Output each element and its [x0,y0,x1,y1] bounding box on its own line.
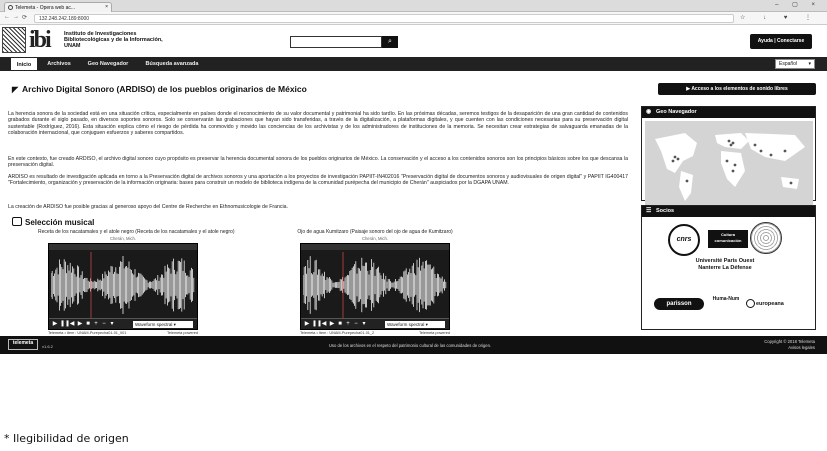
users-icon: ☰ [646,208,652,214]
footer-notice: Uso de los archivos en el respeto del patrimonio cultural de las comunidades de origen. [328,343,492,348]
nav-inicio[interactable]: Inicio [10,57,38,71]
ibi-logo: ibi [29,27,50,53]
track-author: Cherán, Mich. [109,236,137,241]
item-id: Telemeta • Item : UNAM-Purepecha01-01_2 [300,331,375,335]
audio-player[interactable] [48,243,198,330]
rewind-icon[interactable]: ◀ [69,321,75,327]
geo-panel-title: Geo Navegador [656,109,697,115]
partners-panel-header [642,206,815,217]
window-controls[interactable]: – ▢ × [775,2,821,8]
list-icon [12,217,22,226]
partner-logo[interactable]: Huma-Num [712,296,740,302]
login-button[interactable]: Ayuda | Conectarse [750,34,812,49]
marker-icon[interactable]: ▾ [110,321,114,327]
intro-paragraph-4: La creación de ARDISO fue posible gracias al generoso apoyo del Centre de Recherche en Ethnomusicologie de Francia. [8,204,289,210]
globe-icon: ◉ [646,109,652,115]
zoom-in-icon[interactable]: + [346,321,350,327]
play-icon[interactable]: ▶ [304,321,310,327]
zoom-out-icon[interactable]: − [102,321,106,327]
chevron-down-icon: ▾ [808,61,811,67]
intro-paragraph-3: ARDISO es resultado de investigación aplicada en torno a la Preservación digital de archivos sonoros y una aportación a los proyectos de investigación PAPIIT-IN402016 "Preservación digital de documentos sonoros y audiovisuales de origen digital" y PAPIIT IG400417 "Fortalecimiento, organización y preservación de la información originaria: bases para construir un modelo de biblioteca indígena de la comunidad purépecha del municipio de Cherán" auspiciados por la DGAPA UNAM. [8,174,628,187]
forward-icon[interactable]: → [13,14,19,20]
geo-panel-header [642,107,815,118]
reload-icon[interactable]: ⟳ [22,15,28,21]
nav-busqueda-avanzada[interactable]: Búsqueda avanzada [145,61,199,67]
legal-link[interactable]: Avisos legales [788,344,815,350]
search-button[interactable] [382,36,398,48]
favicon-icon [8,5,13,10]
player-controls [49,318,197,329]
track-title: Ojo de agua Kumitzaro (Paisaje sonoro del ojo de agua de Kumitzaro) [297,229,453,235]
address-bar [0,12,827,25]
partners-panel-title: Socios [656,208,675,214]
partner-logo[interactable]: cnrs [668,224,700,256]
site-header [0,25,827,57]
tab-title: Telemeta - Opera web ac... [15,5,76,11]
partner-logo[interactable] [746,298,796,310]
institute-name: Instituto de Investigaciones Bibliotecológicas y de la Información, UNAM [64,31,163,49]
partner-logo[interactable]: Université Paris Ouest Nanterre La Défense [695,258,755,271]
marker-icon[interactable]: ▾ [362,321,366,327]
partners-panel [641,205,816,330]
url-text: 132.248.242.189:8000 [39,16,90,22]
page-blank-area [0,354,827,424]
track-title: Receta de los nacatamales y el atole negro (Receta de los nacatamales y el atole negro) [38,229,235,235]
footer-right [764,339,815,350]
close-tab-icon[interactable]: × [105,4,108,10]
view-value: Waveform spectral [387,322,425,327]
powered-by: Telemeta powered [418,331,450,335]
player-footer [48,331,198,335]
stop-icon[interactable]: ■ [86,321,90,327]
view-select[interactable]: Waveform spectral ▾ [385,321,445,328]
player-footer [300,331,450,335]
europeana-icon [746,299,755,308]
partner-seal-logo[interactable] [750,222,782,254]
audio-player[interactable] [300,243,450,330]
caption: * Ilegibilidad de origen [4,432,129,445]
item-id: Telemeta • Item : UNAM-Purepecha01-01_001 [48,331,127,335]
browser-tab[interactable] [4,2,112,12]
copyright: Copyright © 2018 Telemeta [764,339,815,344]
section-title [12,218,94,227]
zoom-in-icon[interactable]: + [94,321,98,327]
rewind-icon[interactable]: ◀ [321,321,327,327]
zoom-out-icon[interactable]: − [354,321,358,327]
view-value: Waveform spectral [135,322,173,327]
nav-geo-navegador[interactable]: Geo Navegador [87,61,129,67]
track-card [38,229,235,335]
browser-tabbar [0,0,827,12]
search-input[interactable] [290,36,382,48]
section-title-text: Selección musical [25,218,95,227]
browser-toolbar-icons[interactable]: ☆ ↓ ♥ ⋮ [740,15,819,21]
play-icon[interactable]: ▶ [52,321,58,327]
language-select[interactable] [775,59,815,69]
telemeta-logo[interactable]: telemeta [8,339,38,350]
version: v1.6.2 [42,344,53,349]
unam-seal-logo [2,27,26,53]
url-input[interactable] [34,14,734,23]
access-button-label: Acceso a los elementos de sonido libres [691,86,788,92]
intro-paragraph-2: En este contexto, fue creado ARDISO, el archivo digital sonoro cuyo propósito es preservar la herencia documental sonora de los pueblos originarios de México. La conservación y el acceso a los contenidos sonoros son los principios básicos sobre los que descansa la preservación digital. [8,156,628,169]
track-card [290,229,460,335]
language-value: Español [779,61,798,67]
forward-icon[interactable]: ▶ [329,321,335,327]
waveform[interactable] [303,252,447,318]
access-free-elements-button[interactable] [658,83,816,95]
view-select[interactable]: Waveform spectral ▾ [133,321,193,328]
page-title [12,84,307,94]
partner-logo-text: europeana [756,301,784,307]
time-ruler [49,244,197,250]
track-author: Cherán, Mich. [361,236,389,241]
partners-logos [642,218,815,328]
powered-by: Telemeta powered [166,331,198,335]
world-map[interactable] [645,121,813,206]
forward-icon[interactable]: ▶ [77,321,83,327]
time-ruler [301,244,449,250]
main-nav [0,57,827,71]
bullhorn-icon: ◤ [12,85,19,94]
search-icon: ⌕ [388,38,392,45]
stop-icon[interactable]: ■ [338,321,342,327]
back-icon[interactable]: ← [4,14,10,20]
waveform[interactable] [51,252,195,318]
partner-logo[interactable]: parisson [654,298,704,310]
player-controls [301,318,449,329]
partner-logo[interactable]: Cultura comunicación [708,230,748,248]
pause-icon[interactable]: ❚❚ [60,321,71,327]
intro-paragraph-1: La herencia sonora de la sociedad está en una situación crítica, especialmente en países donde el reconocimiento de su valor documental y patrimonial ha sido tardío. En las próximas décadas, seremos testigos de la desaparición de una gran cantidad de contenidos grabados durante el siglo pasado, en diversos soportes sonoros. Solo se conservarán las grabaciones que hayan sido transferidas, a través de la digitalización, a plataformas digitales, y que cuenten con las condiciones necesarias para su preservación digital sustentable (Rodríguez, 2016). Esta situación explica cómo el riesgo de pérdida ha conmovido y movido las conciencias de los archivistas y de los administradores de instituciones de la memoria. Se necesitan crear estrategias de salvaguarda emanadas de la colaboración internacional, que conjuguen esfuerzos y saberes compartidos. [8,111,628,137]
pause-icon[interactable]: ❚❚ [312,321,323,327]
nav-archivos[interactable]: Archivos [47,61,71,67]
geo-navigator-panel [641,106,816,201]
page-title-text: Archivo Digital Sonoro (ARDISO) de los pueblos originarios de México [22,84,307,94]
site-footer [0,336,827,354]
play-icon: ▶ [686,86,692,92]
